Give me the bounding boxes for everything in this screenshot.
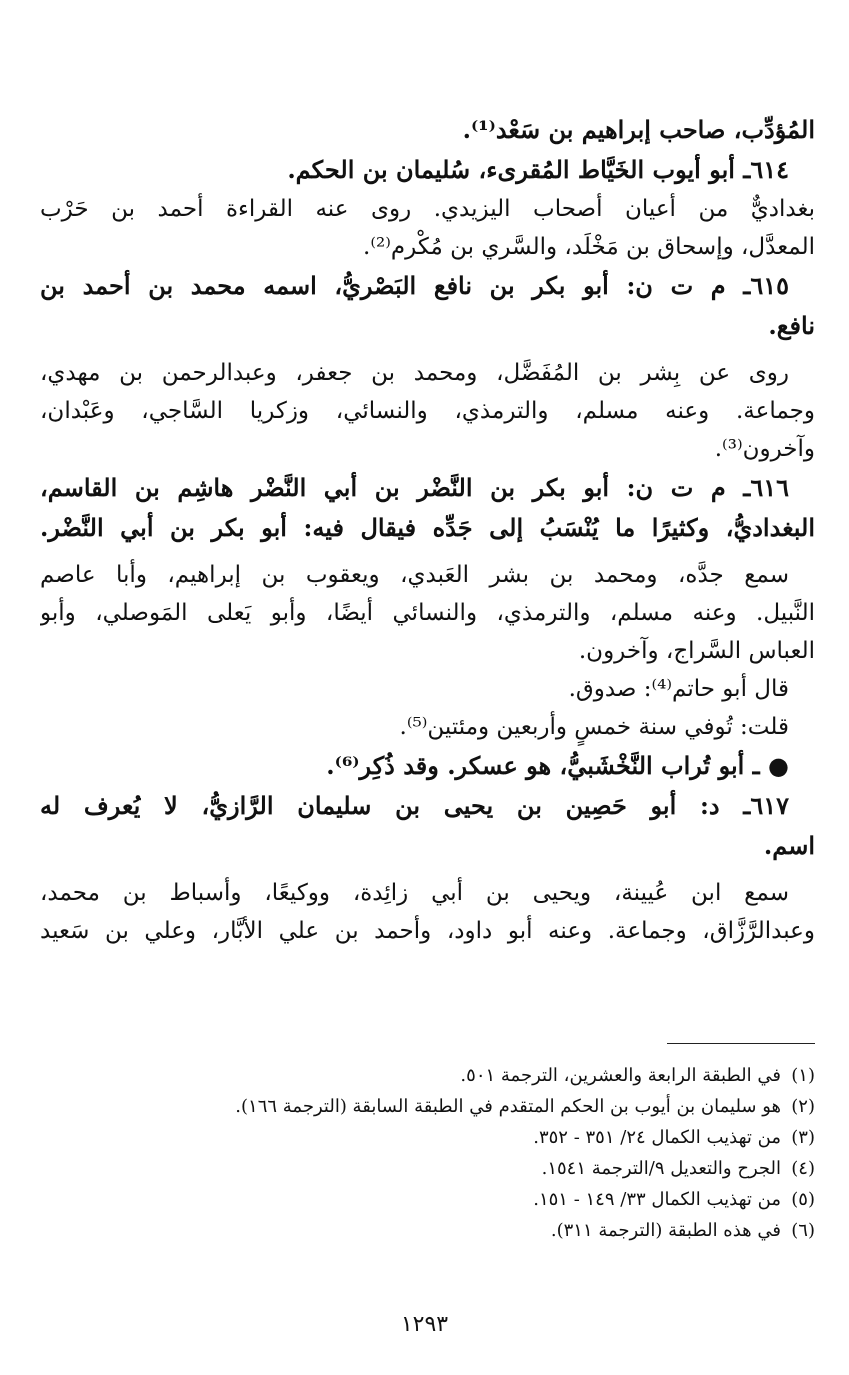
footnote-divider — [667, 1043, 815, 1044]
text-line: بغداديٌّ من أعيان أصحاب اليزيدي. روى عنه القراءة أحمد بن حَرْب — [40, 196, 815, 222]
footnote-number: (٦) — [791, 1220, 815, 1241]
text-line: وجماعة. وعنه مسلم، والترمذي، والنسائي، وزكريا السَّاجي، وعَبْدان، — [40, 398, 815, 424]
entry-heading-line: ٦١٦ـ م ت ن: أبو بكر بن النَّضْر بن أبي النَّضْر هاشِم بن القاسم، — [40, 473, 790, 502]
footnote-number: (١) — [791, 1065, 815, 1086]
footnote-number: (٢) — [791, 1096, 815, 1117]
footnote-text: من تهذيب الكمال ٢٤/ ٣٥١ - ٣٥٢. — [533, 1127, 781, 1148]
footnote — [40, 1091, 815, 1122]
footnote — [40, 1184, 815, 1215]
footnote-text: هو سليمان بن أيوب بن الحكم المتقدم في الطبقة السابقة (الترجمة ١٦٦). — [235, 1096, 781, 1117]
text-line: روى عن بِشر بن المُفَضَّل، ومحمد بن جعفر، وعبدالرحمن بن مهدي، — [40, 360, 789, 386]
text-line: قال أبو حاتم⁽⁴⁾: صدوق. — [568, 676, 789, 702]
footnote-number: (٥) — [791, 1189, 815, 1210]
entry-heading-line: البغداديُّ، وكثيرًا ما يُنْسَبُ إلى جَدِّه فيقال فيه: أبو بكر بن أبي النَّضْر. — [40, 513, 815, 542]
footnote-text: في هذه الطبقة (الترجمة ٣١١). — [550, 1220, 781, 1241]
entry-heading-line: نافع. — [768, 311, 815, 340]
footnote — [40, 1060, 815, 1091]
body-text — [40, 110, 815, 950]
text-line: وآخرون⁽³⁾. — [714, 436, 815, 462]
text-line: العباس السَّراج، وآخرون. — [578, 638, 815, 664]
footnotes — [40, 1060, 815, 1246]
entry-heading-line: المُؤدِّب، صاحب إبراهيم بن سَعْد⁽¹⁾. — [462, 115, 815, 144]
footnote — [40, 1153, 815, 1184]
text-line: وعبدالرَّزَّاق، وجماعة. وعنه أبو داود، وأحمد بن علي الأبَّار، وعلي بن سَعيد — [40, 918, 815, 944]
footnote-text: من تهذيب الكمال ٣٣/ ١٤٩ - ١٥١. — [533, 1189, 781, 1210]
text-line: سمع جدَّه، ومحمد بن بشر العَبدي، ويعقوب بن إبراهيم، وأبا عاصم — [40, 562, 789, 588]
text-line: سمع ابن عُيينة، ويحيى بن أبي زائِدة، ووكيعًا، وأسباط بن محمد، — [40, 880, 789, 906]
footnote — [40, 1122, 815, 1153]
text-line: قلت: تُوفي سنة خمسٍ وأربعين ومئتين⁽⁵⁾. — [399, 714, 789, 740]
text-line: النَّبيل. وعنه مسلم، والترمذي، والنسائي أيضًا، وأبو يَعلى المَوصلي، وأبو — [40, 600, 815, 626]
footnote-number: (٣) — [791, 1127, 815, 1148]
footnote-number: (٤) — [791, 1158, 815, 1179]
footnote-text: في الطبقة الرابعة والعشرين، الترجمة ٥٠١. — [460, 1065, 781, 1086]
entry-heading-line: ٦١٤ـ أبو أيوب الخَيَّاط المُقرىء، سُليمان بن الحكم. — [287, 155, 789, 184]
entry-heading-line: ٦١٥ـ م ت ن: أبو بكر بن نافع البَصْريُّ، اسمه محمد بن أحمد بن — [40, 271, 789, 300]
entry-heading-line: ٦١٧ـ د: أبو حَصِين بن يحيى بن سليمان الرَّازيُّ، لا يُعرف له — [40, 791, 789, 820]
footnote — [40, 1215, 815, 1246]
footnote-text: الجرح والتعديل ٩/الترجمة ١٥٤١. — [541, 1158, 781, 1179]
page-number: ١٢٩٣ — [400, 1312, 449, 1337]
text-line: المعدَّل، وإسحاق بن مَخْلَد، والسَّري بن مُكْرم⁽²⁾. — [363, 234, 815, 260]
entry-heading-line: اسم. — [763, 831, 815, 860]
entry-heading-line: ● ـ أبو تُراب النَّخْشَبيُّ، هو عسكر. وقد ذُكِر⁽⁶⁾. — [326, 751, 789, 780]
